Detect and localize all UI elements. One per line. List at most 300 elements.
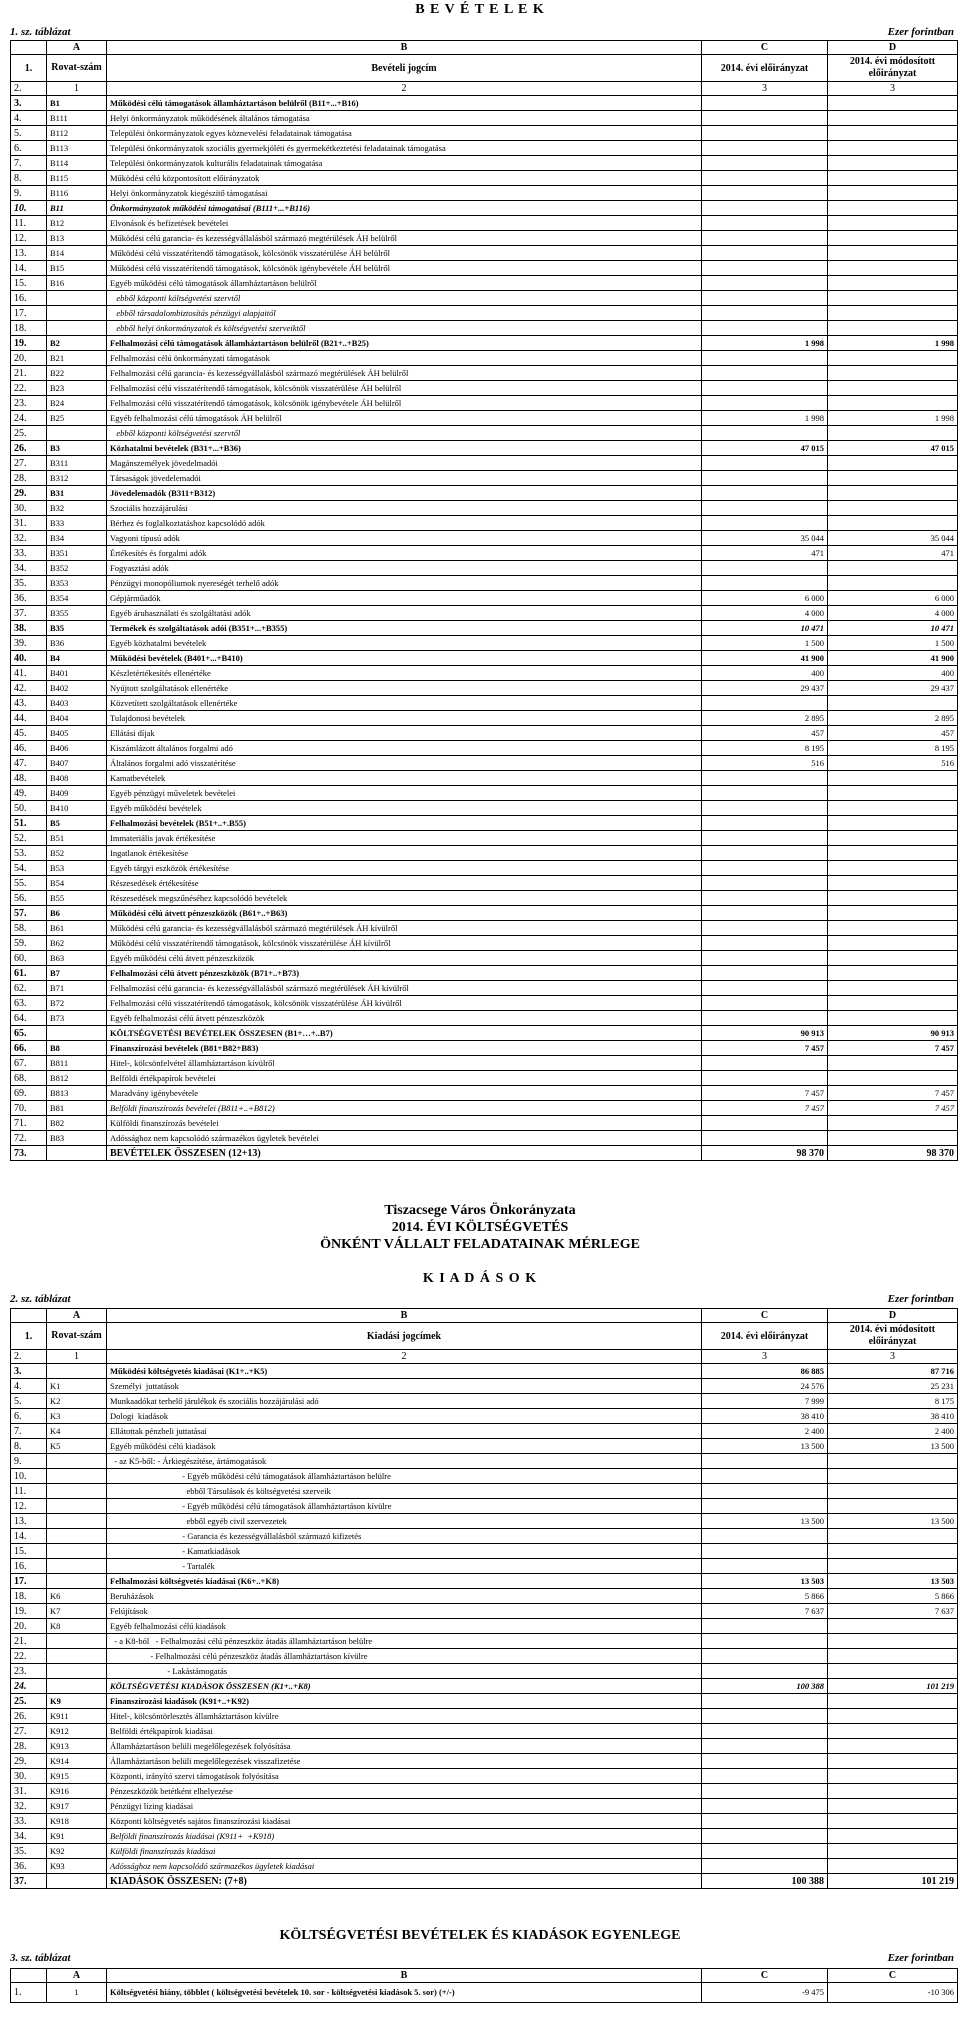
t2-row-no: 12.	[11, 1499, 47, 1514]
t2-row-c	[702, 1469, 828, 1484]
t1-row-d	[828, 171, 958, 186]
table-row	[11, 1844, 958, 1859]
t1-row-no: 52.	[11, 831, 47, 846]
t1-row-d	[828, 921, 958, 936]
t1-row-no: 6.	[11, 141, 47, 156]
table-row	[11, 861, 958, 876]
t2-row-c	[702, 1694, 828, 1709]
table-row	[11, 1874, 958, 1889]
t1-row-code: B8	[47, 1041, 107, 1056]
t1-row-d	[828, 471, 958, 486]
table-row	[11, 936, 958, 951]
table-row	[11, 1664, 958, 1679]
t2-row-d: 8 175	[828, 1394, 958, 1409]
t2-row-d	[828, 1709, 958, 1724]
t2-row-code: K91	[47, 1829, 107, 1844]
t3-row-name: Költségvetési hiány, többlet ( költségvetési bevételek 10. sor - költségvetési kiadások 5. sor) (+/-)	[107, 1983, 702, 2003]
t1-row-d	[828, 516, 958, 531]
t1-row-c	[702, 771, 828, 786]
t2-row-c	[702, 1529, 828, 1544]
t1-row-c: 7 457	[702, 1041, 828, 1056]
t1-numrow-a: 1	[47, 82, 107, 96]
t1-row-no: 38.	[11, 621, 47, 636]
t1-row-c	[702, 861, 828, 876]
t2-row-c	[702, 1634, 828, 1649]
t1-row-no: 9.	[11, 186, 47, 201]
t2-row-name: Államháztartáson belüli megelőlegezések visszafizetése	[107, 1754, 702, 1769]
t1-numrow-c: 3	[702, 82, 828, 96]
t2-numrow-no: 2.	[11, 1350, 47, 1364]
t1-row-name: Települési önkormányzatok kulturális feladatainak támogatása	[107, 156, 702, 171]
t1-row-c	[702, 1056, 828, 1071]
t1-row-code: B24	[47, 396, 107, 411]
t1-row-c: 457	[702, 726, 828, 741]
t1-row-code: B355	[47, 606, 107, 621]
table-row	[11, 1799, 958, 1814]
t2-row-no: 6.	[11, 1409, 47, 1424]
t1-row-name: Értékesítés és forgalmi adók	[107, 546, 702, 561]
t1-row-d: 457	[828, 726, 958, 741]
table-row	[11, 726, 958, 741]
t1-row-code: B25	[47, 411, 107, 426]
t1-row-c	[702, 186, 828, 201]
t1-row-name: Egyéb pénzügyi műveletek bevételei	[107, 786, 702, 801]
t1-row-c	[702, 306, 828, 321]
t1-row-code: B35	[47, 621, 107, 636]
t2-row-name: Pénzeszközök betétként elhelyezése	[107, 1784, 702, 1799]
t2-row-no: 13.	[11, 1514, 47, 1529]
table-row	[11, 786, 958, 801]
table-row	[11, 276, 958, 291]
t2-row-no: 23.	[11, 1664, 47, 1679]
t1-row-no: 43.	[11, 696, 47, 711]
table-row	[11, 336, 958, 351]
t2-row-name: - Garancia és kezességvállalásból származó kifizetés	[107, 1529, 702, 1544]
t1-head-code: Rovat-szám	[47, 55, 107, 82]
t2-row-no: 10.	[11, 1469, 47, 1484]
t2-row-d	[828, 1784, 958, 1799]
table-row	[11, 981, 958, 996]
t1-row-code: B51	[47, 831, 107, 846]
t1-row-code: B402	[47, 681, 107, 696]
t1-row-no: 53.	[11, 846, 47, 861]
t3-row-no: 1.	[11, 1983, 47, 2003]
t1-row-no: 22.	[11, 381, 47, 396]
t1-row-no: 15.	[11, 276, 47, 291]
t1-row-no: 10.	[11, 201, 47, 216]
t1-row-c	[702, 276, 828, 291]
t2-row-no: 26.	[11, 1709, 47, 1724]
t2-row-c	[702, 1619, 828, 1634]
t2-row-d	[828, 1559, 958, 1574]
t1-row-name: Társaságok jövedelemadói	[107, 471, 702, 486]
t2-row-d	[828, 1814, 958, 1829]
t1-row-name: Működési célú garancia- és kezességvállalásból származó megtérülések ÁH belülről	[107, 231, 702, 246]
t1-row-c	[702, 321, 828, 336]
t1-row-d	[828, 186, 958, 201]
t1-row-c	[702, 1116, 828, 1131]
t1-row-c	[702, 1071, 828, 1086]
table-row	[11, 561, 958, 576]
t1-row-d	[828, 1071, 958, 1086]
t2-row-d	[828, 1544, 958, 1559]
t2-row-code: K914	[47, 1754, 107, 1769]
t2-head-code: Rovat-szám	[47, 1323, 107, 1350]
t2-row-no: 22.	[11, 1649, 47, 1664]
t1-row-name: Felhalmozási célú visszatérítendő támogatások, kölcsönök visszatérülése ÁH belülről	[107, 381, 702, 396]
t1-row-c	[702, 111, 828, 126]
t1-row-name: ebből helyi önkormányzatok és költségvetési szerveiktől	[107, 321, 702, 336]
t2-row-no: 36.	[11, 1859, 47, 1874]
t2-row-c	[702, 1844, 828, 1859]
t1-row-c	[702, 831, 828, 846]
t1-row-name: Nyújtott szolgáltatások ellenértéke	[107, 681, 702, 696]
table-row	[11, 321, 958, 336]
t2-head-d: 2014. évi módosított előirányzat	[828, 1323, 958, 1350]
t2-row-d: 7 637	[828, 1604, 958, 1619]
table-row	[11, 456, 958, 471]
t1-row-d	[828, 201, 958, 216]
t1-row-d	[828, 261, 958, 276]
t1-row-no: 61.	[11, 966, 47, 981]
t1-row-d	[828, 366, 958, 381]
t1-row-no: 20.	[11, 351, 47, 366]
t2-row-name: Külföldi finanszírozás kiadásai	[107, 1844, 702, 1859]
t2-row-name: Dologi kiadások	[107, 1409, 702, 1424]
t1-row-name: Készletértékesítés ellenértéke	[107, 666, 702, 681]
t2-numrow-a: 1	[47, 1350, 107, 1364]
t2-row-name: Adóssághoz nem kapcsolódó származékos ügyletek kiadásai	[107, 1859, 702, 1874]
t2-row-d	[828, 1484, 958, 1499]
t1-row-no: 73.	[11, 1146, 47, 1161]
t1-row-name: Felhalmozási célú átvett pénzeszközök (B71+..+B73)	[107, 966, 702, 981]
t1-row-code: B406	[47, 741, 107, 756]
t1-row-name: Helyi önkormányzatok kiegészítő támogatásai	[107, 186, 702, 201]
t1-row-c	[702, 516, 828, 531]
t2-row-name: - Felhalmozási célú pénzeszköz átadás államháztartáson kívülre	[107, 1649, 702, 1664]
table-row	[11, 1484, 958, 1499]
t1-unit: Ezer forintban	[887, 26, 954, 38]
table-row	[11, 1394, 958, 1409]
t2-row-name: Egyéb felhalmozási célú kiadások	[107, 1619, 702, 1634]
t1-row-c: 4 000	[702, 606, 828, 621]
t2-row-no: 19.	[11, 1604, 47, 1619]
t3-col-blank	[11, 1969, 47, 1983]
t1-row-d	[828, 966, 958, 981]
t1-row-name: Pénzügyi monopóliumok nyereségét terhelő adók	[107, 576, 702, 591]
t2-row-d	[828, 1664, 958, 1679]
t1-row-name: Jövedelemadók (B311+B312)	[107, 486, 702, 501]
t1-row-no: 32.	[11, 531, 47, 546]
t1-row-name: Felhalmozási célú támogatások államháztartáson belülről (B21+..+B25)	[107, 336, 702, 351]
t2-row-no: 9.	[11, 1454, 47, 1469]
t2-row-name: Államháztartáson belüli megelőlegezések folyósítása	[107, 1739, 702, 1754]
t2-row-c	[702, 1784, 828, 1799]
t2-row-no: 3.	[11, 1364, 47, 1379]
t2-row-c: 86 885	[702, 1364, 828, 1379]
t3-col-a: A	[47, 1969, 107, 1983]
t1-row-no: 27.	[11, 456, 47, 471]
table-row	[11, 306, 958, 321]
t2-row-d	[828, 1739, 958, 1754]
t2-head-no: 1.	[11, 1323, 47, 1350]
t1-row-no: 58.	[11, 921, 47, 936]
t2-row-c: 13 503	[702, 1574, 828, 1589]
t1-row-c	[702, 96, 828, 111]
table-row	[11, 1086, 958, 1101]
t1-row-name: Működési célú központosított előirányzatok	[107, 171, 702, 186]
t1-row-no: 57.	[11, 906, 47, 921]
t1-head-name: Bevételi jogcím	[107, 55, 702, 82]
t1-row-name: Működési célú támogatások államháztartáson belülről (B11+...+B16)	[107, 96, 702, 111]
t1-row-code: B4	[47, 651, 107, 666]
t2-row-name: Belföldi finanszírozás kiadásai (K911+ +K918)	[107, 1829, 702, 1844]
t2-row-d	[828, 1829, 958, 1844]
t1-row-code: B812	[47, 1071, 107, 1086]
t1-row-d	[828, 1011, 958, 1026]
table-row	[11, 1559, 958, 1574]
table-row	[11, 156, 958, 171]
t1-row-c: 35 044	[702, 531, 828, 546]
t2-row-no: 17.	[11, 1574, 47, 1589]
t2-row-no: 34.	[11, 1829, 47, 1844]
t2-row-no: 35.	[11, 1844, 47, 1859]
t3-row-c: -9 475	[702, 1983, 828, 2003]
t2-row-c	[702, 1709, 828, 1724]
t2-row-no: 30.	[11, 1769, 47, 1784]
t2-row-d	[828, 1529, 958, 1544]
table-row	[11, 381, 958, 396]
t1-row-code: B114	[47, 156, 107, 171]
table-row	[11, 351, 958, 366]
t1-row-no: 68.	[11, 1071, 47, 1086]
t1-row-code: B351	[47, 546, 107, 561]
t2-head-c: 2014. évi előirányzat	[702, 1323, 828, 1350]
t2-row-code	[47, 1874, 107, 1889]
t1-row-d	[828, 501, 958, 516]
t1-row-code: B12	[47, 216, 107, 231]
table-row	[11, 441, 958, 456]
table-row	[11, 1619, 958, 1634]
t1-row-no: 70.	[11, 1101, 47, 1116]
budget-year-title: 2014. ÉVI KÖLTSÉGVETÉS	[391, 1220, 569, 1235]
t2-row-no: 4.	[11, 1379, 47, 1394]
t1-row-no: 34.	[11, 561, 47, 576]
t1-row-code	[47, 321, 107, 336]
t1-row-c	[702, 261, 828, 276]
t2-col-blank	[11, 1309, 47, 1323]
table-row	[11, 1041, 958, 1056]
t1-row-d: 1 998	[828, 411, 958, 426]
t1-row-no: 7.	[11, 156, 47, 171]
t1-row-d	[828, 156, 958, 171]
t2-row-code	[47, 1649, 107, 1664]
t1-numrow-no: 2.	[11, 82, 47, 96]
t1-row-code: B813	[47, 1086, 107, 1101]
table-row	[11, 1694, 958, 1709]
table-row	[11, 486, 958, 501]
table-row	[11, 516, 958, 531]
t1-row-code: B354	[47, 591, 107, 606]
t1-head-d: 2014. évi módosított előirányzat	[828, 55, 958, 82]
t1-row-name: Települési önkormányzatok szociális gyermekjóléti és gyermekétkeztetési feladatainak támogatása	[107, 141, 702, 156]
t2-row-no: 29.	[11, 1754, 47, 1769]
table-row	[11, 696, 958, 711]
t2-row-d: 87 716	[828, 1364, 958, 1379]
t1-row-name: Fogyasztási adók	[107, 561, 702, 576]
t2-row-d: 25 231	[828, 1379, 958, 1394]
t1-row-no: 59.	[11, 936, 47, 951]
t2-row-c: 100 388	[702, 1679, 828, 1694]
table-row	[11, 1071, 958, 1086]
t1-row-d	[828, 276, 958, 291]
t1-row-code: B62	[47, 936, 107, 951]
t1-row-c	[702, 396, 828, 411]
t1-row-d	[828, 306, 958, 321]
t2-row-name: Felhalmozási költségvetés kiadásai (K6+..+K8)	[107, 1574, 702, 1589]
t2-row-c	[702, 1859, 828, 1874]
t1-col-blank	[11, 41, 47, 55]
t2-row-d	[828, 1499, 958, 1514]
t1-row-name: Termékek és szolgáltatások adói (B351+...+B355)	[107, 621, 702, 636]
t1-row-d	[828, 801, 958, 816]
t1-row-code: B21	[47, 351, 107, 366]
table-row	[11, 411, 958, 426]
t1-row-name: Felhalmozási bevételek (B51+..+.B55)	[107, 816, 702, 831]
t2-row-no: 32.	[11, 1799, 47, 1814]
t1-row-no: 4.	[11, 111, 47, 126]
t1-row-d: 471	[828, 546, 958, 561]
table-row	[11, 1634, 958, 1649]
t2-row-code: K913	[47, 1739, 107, 1754]
t2-row-name: - a K8-ból - Felhalmozási célú pénzeszköz átadás államháztartáson belülre	[107, 1634, 702, 1649]
t2-row-code	[47, 1679, 107, 1694]
t1-col-b: B	[107, 41, 702, 55]
t1-row-name: Települési önkormányzatok egyes köznevelési feladatainak támogatása	[107, 126, 702, 141]
t1-row-d: 41 900	[828, 651, 958, 666]
t2-row-c	[702, 1754, 828, 1769]
t1-row-c	[702, 921, 828, 936]
table-row	[11, 921, 958, 936]
t1-row-name: Felhalmozási célú visszatérítendő támogatások, kölcsönök igénybevétele ÁH belülről	[107, 396, 702, 411]
t2-row-no: 15.	[11, 1544, 47, 1559]
t2-row-name: - Kamatkiadások	[107, 1544, 702, 1559]
t1-row-no: 46.	[11, 741, 47, 756]
t1-row-code: B811	[47, 1056, 107, 1071]
table-row	[11, 741, 958, 756]
table-row	[11, 1544, 958, 1559]
t1-row-c	[702, 786, 828, 801]
t2-row-name: Hitel-, kölcsöntörlesztés államháztartáson kívülre	[107, 1709, 702, 1724]
table-row	[11, 1011, 958, 1026]
t1-row-d	[828, 231, 958, 246]
t2-row-no: 16.	[11, 1559, 47, 1574]
t1-row-name: Elvonások és befizetések bevételei	[107, 216, 702, 231]
t1-row-c	[702, 981, 828, 996]
t1-row-code: B7	[47, 966, 107, 981]
t1-row-d	[828, 561, 958, 576]
table-row	[11, 606, 958, 621]
t1-row-code: B53	[47, 861, 107, 876]
t1-col-c: C	[702, 41, 828, 55]
t2-row-name: - Tartalék	[107, 1559, 702, 1574]
t1-row-c: 8 195	[702, 741, 828, 756]
t1-row-name: Egyéb felhalmozási célú támogatások ÁH belülről	[107, 411, 702, 426]
t2-row-code: K6	[47, 1589, 107, 1604]
t1-row-d	[828, 936, 958, 951]
t1-row-d: 516	[828, 756, 958, 771]
t1-row-code: B31	[47, 486, 107, 501]
t1-row-no: 33.	[11, 546, 47, 561]
t1-row-d	[828, 861, 958, 876]
t2-row-no: 7.	[11, 1424, 47, 1439]
t1-row-d: 10 471	[828, 621, 958, 636]
t2-row-c: 24 576	[702, 1379, 828, 1394]
t1-row-d	[828, 831, 958, 846]
t1-row-name: Közvetített szolgáltatások ellenértéke	[107, 696, 702, 711]
t1-row-name: Hitel-, kölcsönfelvétel államháztartáson kívülről	[107, 1056, 702, 1071]
t1-row-d	[828, 876, 958, 891]
t1-row-name: Felhalmozási célú visszatérítendő támogatások, kölcsönök visszatérülése ÁH kívülről	[107, 996, 702, 1011]
t2-row-name: - Egyéb működési célú támogatások államháztartáson belülre	[107, 1469, 702, 1484]
t2-row-code	[47, 1544, 107, 1559]
t1-row-name: Működési bevételek (B401+...+B410)	[107, 651, 702, 666]
t1-col-d: D	[828, 41, 958, 55]
t2-row-c	[702, 1739, 828, 1754]
t1-row-code: B22	[47, 366, 107, 381]
t2-row-name: KÖLTSÉGVETÉSI KIADÁSOK ÖSSZESEN (K1+..+K8)	[107, 1679, 702, 1694]
table-row	[11, 621, 958, 636]
t1-row-d	[828, 981, 958, 996]
t2-row-code: K917	[47, 1799, 107, 1814]
t1-row-no: 21.	[11, 366, 47, 381]
table-row	[11, 1574, 958, 1589]
table-row	[11, 1784, 958, 1799]
t1-row-d	[828, 891, 958, 906]
table-row	[11, 1469, 958, 1484]
table-row	[11, 846, 958, 861]
t3-title: KÖLTSÉGVETÉSI BEVÉTELEK ÉS KIADÁSOK EGYENLEGE	[279, 1928, 681, 1943]
table-row	[11, 1409, 958, 1424]
t2-row-name: Munkaadókat terhelő járulékok és szociális hozzájárulási adó	[107, 1394, 702, 1409]
table-row	[11, 231, 958, 246]
table-row	[11, 531, 958, 546]
t2-row-no: 11.	[11, 1484, 47, 1499]
t1-row-d: 8 195	[828, 741, 958, 756]
t1-row-no: 17.	[11, 306, 47, 321]
t1-row-name: Finanszírozási bevételek (B81+B82+B83)	[107, 1041, 702, 1056]
t1-row-c	[702, 576, 828, 591]
t2-row-code: K1	[47, 1379, 107, 1394]
t1-row-name: Egyéb áruhasználati és szolgáltatási adók	[107, 606, 702, 621]
table-row	[11, 366, 958, 381]
table-row	[11, 996, 958, 1011]
t1-row-c	[702, 876, 828, 891]
t1-row-no: 50.	[11, 801, 47, 816]
t2-row-code: K93	[47, 1859, 107, 1874]
t1-row-name: Tulajdonosi bevételek	[107, 711, 702, 726]
table-row	[11, 126, 958, 141]
t1-row-name: BEVÉTELEK ÖSSZESEN (12+13)	[107, 1146, 702, 1161]
table-row	[11, 96, 958, 111]
table-row	[11, 1424, 958, 1439]
t2-row-name: - Lakástámogatás	[107, 1664, 702, 1679]
t2-row-name: Finanszírozási kiadások (K91+..+K92)	[107, 1694, 702, 1709]
table-row	[11, 1589, 958, 1604]
t1-row-no: 37.	[11, 606, 47, 621]
t2-row-c	[702, 1829, 828, 1844]
t2-row-c: 7 637	[702, 1604, 828, 1619]
